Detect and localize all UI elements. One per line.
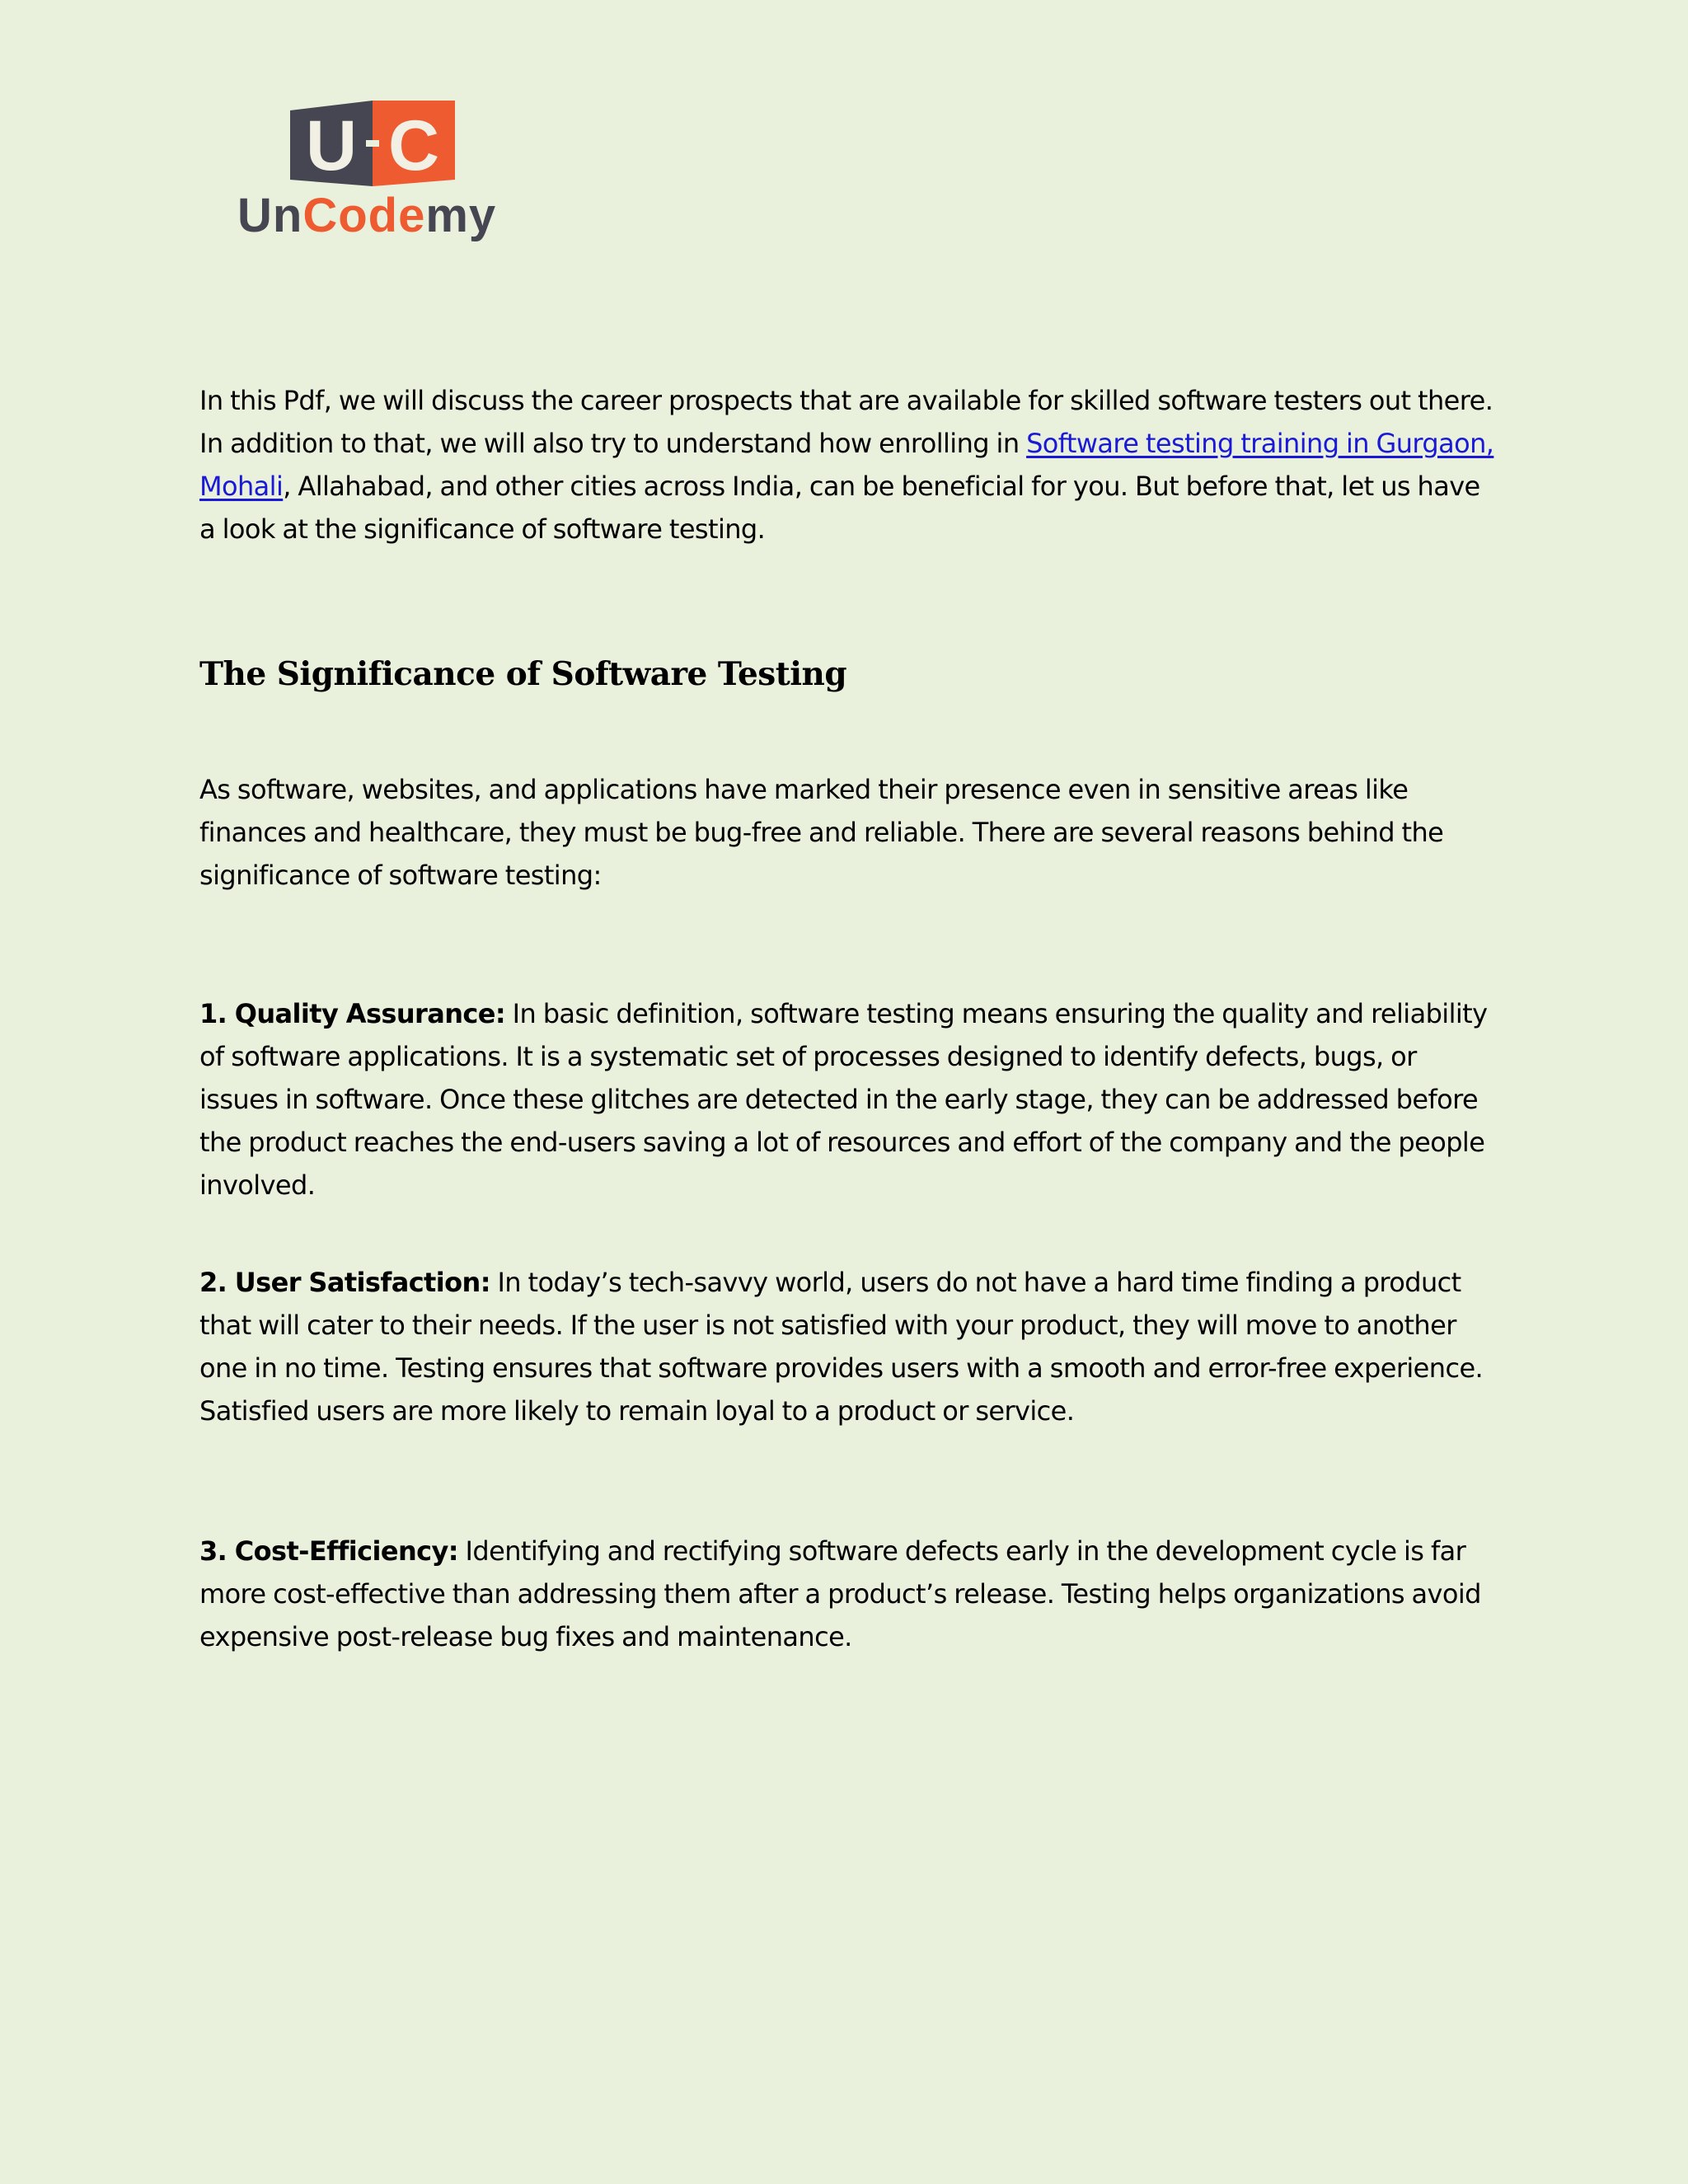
training-link[interactable]: Software testing training in Gurgaon, Mohali	[199, 428, 1494, 502]
point-label: 2. User Satisfaction:	[199, 1267, 490, 1298]
point-paragraph	[199, 992, 1502, 1207]
logo-mark-icon	[290, 101, 455, 191]
point-text: In today’s tech-savvy world, users do not have a hard time finding a product that will cater to their needs. If the user is not satisfied with your product, they will move to another one in no time. Testing ensures that software provides users with a smooth and error-free experience. Satisfied users are more likely to remain loyal to a product or service.	[199, 1267, 1484, 1427]
logo-mark-c: C	[387, 106, 440, 185]
logo-word-my: my	[425, 189, 497, 242]
point-paragraph	[199, 1261, 1502, 1432]
point-text: Identifying and rectifying software defects early in the development cycle is far more cost-effective than addressing them after a product’s release. Testing helps organizations avoid expensive post-release bug fixes and maintenance.	[199, 1535, 1481, 1652]
logo-wordmark	[237, 190, 496, 242]
point-user-satisfaction	[199, 1261, 1502, 1432]
uncodemy-logo	[237, 97, 509, 241]
point-quality-assurance	[199, 992, 1502, 1207]
point-label: 3. Cost-Efficiency:	[199, 1535, 458, 1567]
significance-paragraph: As software, websites, and applications have marked their presence even in sensitive areas like finances and healthcare, they must be bug-free and reliable. There are several reasons behind the significance of software testing:	[199, 774, 1444, 891]
section-heading-block	[199, 653, 1502, 696]
point-paragraph	[199, 1530, 1502, 1658]
point-text: In basic definition, software testing means ensuring the quality and reliability of software applications. It is a systematic set of processes designed to identify defects, bugs, or issues in software. Once these glitches are detected in the early stage, they can be addressed before the product reaches the end-users saving a lot of resources and effort of the company and the people involved.	[199, 998, 1488, 1201]
significance-paragraph-block	[199, 768, 1502, 897]
intro-text-before: In this Pdf, we will discuss the career prospects that are available for skilled software testers out there. In addition to that, we will also try to understand how enrolling in	[199, 385, 1493, 459]
intro-text-after: , Allahabad, and other cities across India, can be beneficial for you. But before that, let us have a look at the significance of software testing.	[199, 471, 1480, 545]
intro-paragraph	[199, 379, 1502, 551]
section-heading: The Significance of Software Testing	[199, 655, 847, 693]
logo-word-un: Un	[237, 189, 303, 242]
point-label: 1. Quality Assurance:	[199, 998, 506, 1029]
point-cost-efficiency	[199, 1530, 1502, 1658]
logo-word-code: Code	[302, 189, 426, 242]
intro-section	[199, 379, 1502, 551]
logo-mark-u: U	[305, 106, 358, 185]
